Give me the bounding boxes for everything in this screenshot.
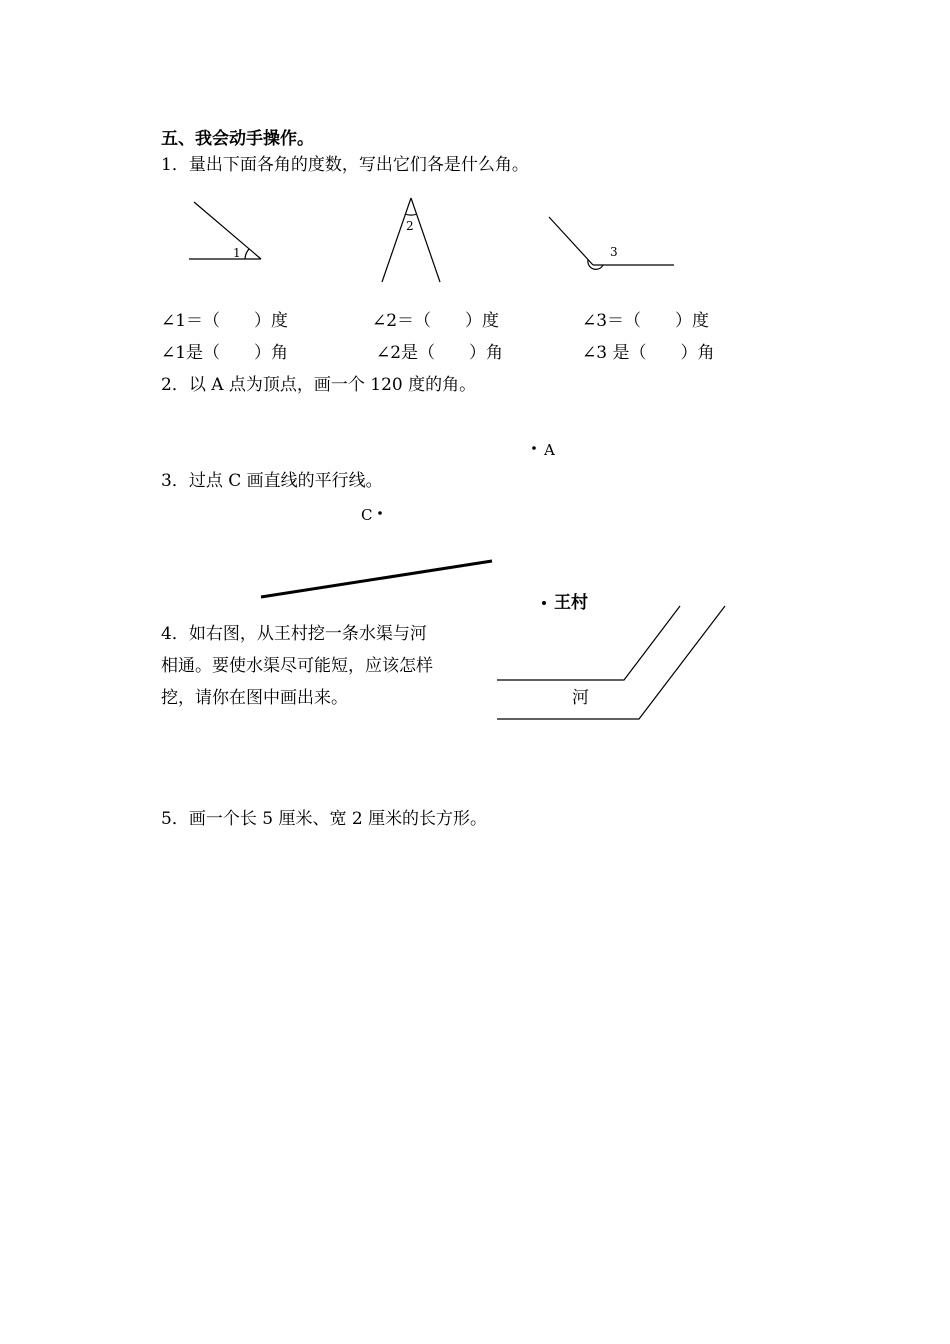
- village-dot: [542, 601, 546, 605]
- angle-1-label: 1: [233, 246, 241, 260]
- point-c-label: C: [361, 506, 373, 524]
- river-figure: [497, 606, 725, 719]
- angle-1-figure: [189, 202, 261, 259]
- village-label: 王村: [554, 593, 588, 613]
- section-title: 五、我会动手操作。: [161, 129, 314, 149]
- river-label: 河: [572, 688, 589, 708]
- angle-2-figure: [382, 198, 440, 282]
- q4-prompt-line-1: 4．如右图，从王村挖一条水渠与河: [161, 624, 427, 644]
- q5-prompt: 5．画一个长 5 厘米、宽 2 厘米的长方形。: [161, 809, 488, 829]
- q1-prompt: 1．量出下面各角的度数，写出它们各是什么角。: [161, 155, 529, 175]
- point-a-dot: [532, 446, 536, 450]
- q2-prompt: 2．以 A 点为顶点，画一个 120 度的角。: [161, 375, 477, 395]
- q4-prompt-line-2: 相通。要使水渠尽可能短，应该怎样: [161, 656, 433, 676]
- point-a-label: A: [544, 441, 555, 459]
- angle-3-type-line: ∠3 是（ ）角: [582, 343, 715, 363]
- given-straight-line: [261, 561, 492, 597]
- angle-3-measure-line: ∠3＝（ ）度: [582, 311, 710, 331]
- q3-prompt: 3．过点 C 画直线的平行线。: [161, 471, 383, 491]
- q4-prompt-line-3: 挖，请你在图中画出来。: [161, 688, 348, 708]
- angle-1-measure-line: ∠1＝（ ）度: [161, 311, 289, 331]
- angle-3-figure: [549, 217, 674, 269]
- angle-2-type-line: ∠2是（ ）角: [376, 343, 504, 363]
- point-c-dot: [378, 511, 382, 515]
- angle-3-label: 3: [610, 245, 618, 259]
- angle-1-type-line: ∠1是（ ）角: [161, 343, 289, 363]
- angle-2-label: 2: [406, 219, 414, 233]
- angle-2-measure-line: ∠2＝（ ）度: [372, 311, 500, 331]
